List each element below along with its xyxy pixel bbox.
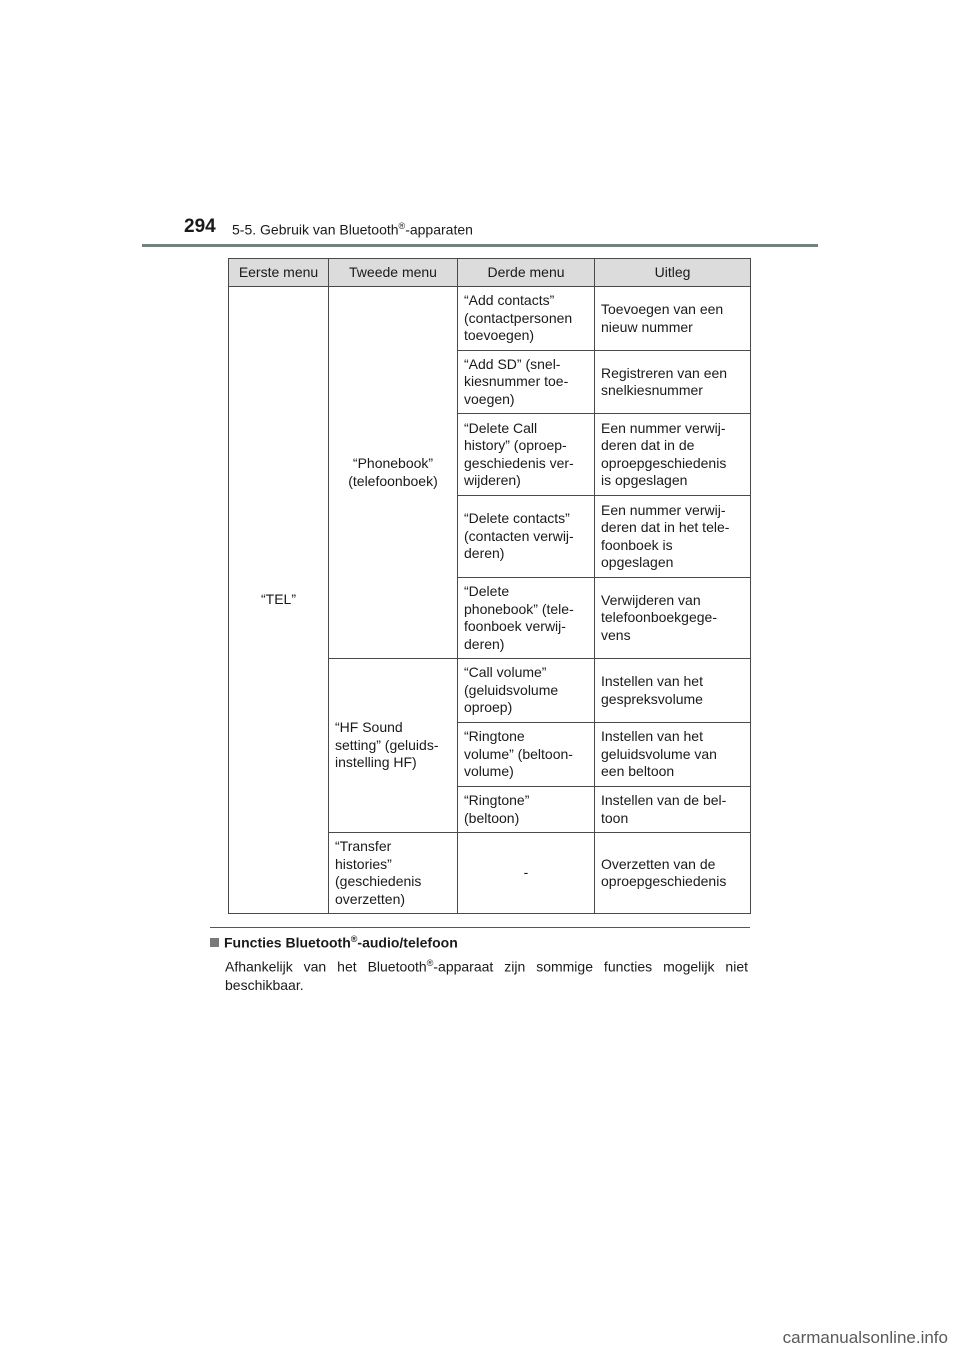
third-menu-cell	[458, 351, 595, 414]
third-menu-cell	[458, 833, 595, 914]
body-paragraph	[225, 954, 748, 994]
registered-mark: ®	[350, 934, 358, 944]
page-number: 294	[184, 216, 216, 237]
table-row	[229, 287, 751, 351]
registered-mark: ®	[398, 221, 406, 231]
section-divider	[210, 927, 750, 928]
explanation-cell	[595, 414, 751, 496]
section-title-text: 5-5. Gebruik van Bluetooth	[232, 221, 399, 238]
third-menu-cell	[458, 659, 595, 723]
first-menu-cell	[229, 287, 329, 914]
second-menu-cell	[329, 287, 458, 659]
table-header-row	[229, 259, 751, 287]
watermark: carmanualsonline.info	[782, 1328, 948, 1347]
sub-heading	[210, 934, 458, 951]
explanation-text: Verwijderen van telefoonboekgege- vens	[601, 591, 717, 643]
second-menu-label: “HF Sound setting” (geluids- instelling HF)	[335, 719, 439, 771]
explanation-cell	[595, 787, 751, 833]
body-text-suffix: -apparaat zijn sommige functies mogelijk niet beschikbaar.	[225, 958, 748, 993]
explanation-text: Overzetten van de oproepgeschiedenis	[601, 855, 727, 889]
third-menu-label: “Add contacts” (contactpersonen toevoegen)	[464, 292, 573, 344]
third-menu-label: “Call volume” (geluidsvolume oproep)	[464, 664, 559, 716]
explanation-text: Instellen van het geluidsvolume van een beltoon	[601, 728, 717, 780]
registered-mark: ®	[426, 958, 434, 968]
second-menu-cell	[329, 833, 458, 914]
column-header-explanation: Uitleg	[595, 259, 751, 287]
explanation-text: Instellen van het gespreksvolume	[601, 673, 703, 707]
third-menu-cell	[458, 287, 595, 351]
third-menu-label: “Add SD” (snel- kiesnummer toe- voegen)	[464, 355, 569, 407]
third-menu-label: “Ringtone volume” (beltoon- volume)	[464, 728, 573, 780]
third-menu-label: -	[523, 864, 529, 881]
third-menu-cell	[458, 496, 595, 578]
column-header-third-menu: Derde menu	[458, 259, 595, 287]
third-menu-label: “Ringtone” (beltoon)	[464, 792, 530, 826]
sub-heading-suffix: -audio/telefoon	[357, 934, 458, 951]
explanation-text: Instellen van de bel- toon	[601, 792, 727, 826]
third-menu-label: “Delete contacts” (contacten verwij- deren)	[464, 510, 574, 562]
third-menu-cell	[458, 787, 595, 833]
column-header-first-menu: Eerste menu	[229, 259, 329, 287]
first-menu-label: “TEL”	[261, 591, 296, 608]
menu-table	[228, 258, 751, 914]
explanation-text: Toevoegen van een nieuw nummer	[601, 301, 724, 335]
explanation-cell	[595, 287, 751, 351]
section-title-suffix: -apparaten	[405, 221, 473, 238]
third-menu-cell	[458, 723, 595, 787]
explanation-cell	[595, 496, 751, 578]
explanation-text: Een nummer verwij- deren dat in de oproepgeschiedenis is opgeslagen	[601, 419, 727, 488]
second-menu-cell	[329, 659, 458, 833]
square-bullet-icon	[210, 938, 219, 947]
explanation-text: Een nummer verwij- deren dat in het tele- foonboek is opgeslagen	[601, 501, 730, 570]
third-menu-cell	[458, 578, 595, 659]
explanation-cell	[595, 833, 751, 914]
explanation-text: Registreren van een snelkiesnummer	[601, 364, 728, 398]
third-menu-cell	[458, 414, 595, 496]
second-menu-label: “Transfer histories” (geschiedenis overzetten)	[335, 838, 422, 907]
explanation-cell	[595, 578, 751, 659]
section-title	[232, 221, 473, 238]
third-menu-label: “Delete phonebook” (tele- foonboek verwij- deren)	[464, 583, 574, 652]
body-text: Afhankelijk van het Bluetooth	[225, 958, 427, 975]
explanation-cell	[595, 659, 751, 723]
explanation-cell	[595, 351, 751, 414]
explanation-cell	[595, 723, 751, 787]
second-menu-label: “Phonebook” (telefoonboek)	[348, 455, 438, 489]
third-menu-label: “Delete Call history” (oproep- geschiedenis ver- wijderen)	[464, 419, 574, 488]
sub-heading-text: Functies Bluetooth	[224, 934, 351, 951]
column-header-second-menu: Tweede menu	[329, 259, 458, 287]
header-rule	[142, 244, 818, 247]
